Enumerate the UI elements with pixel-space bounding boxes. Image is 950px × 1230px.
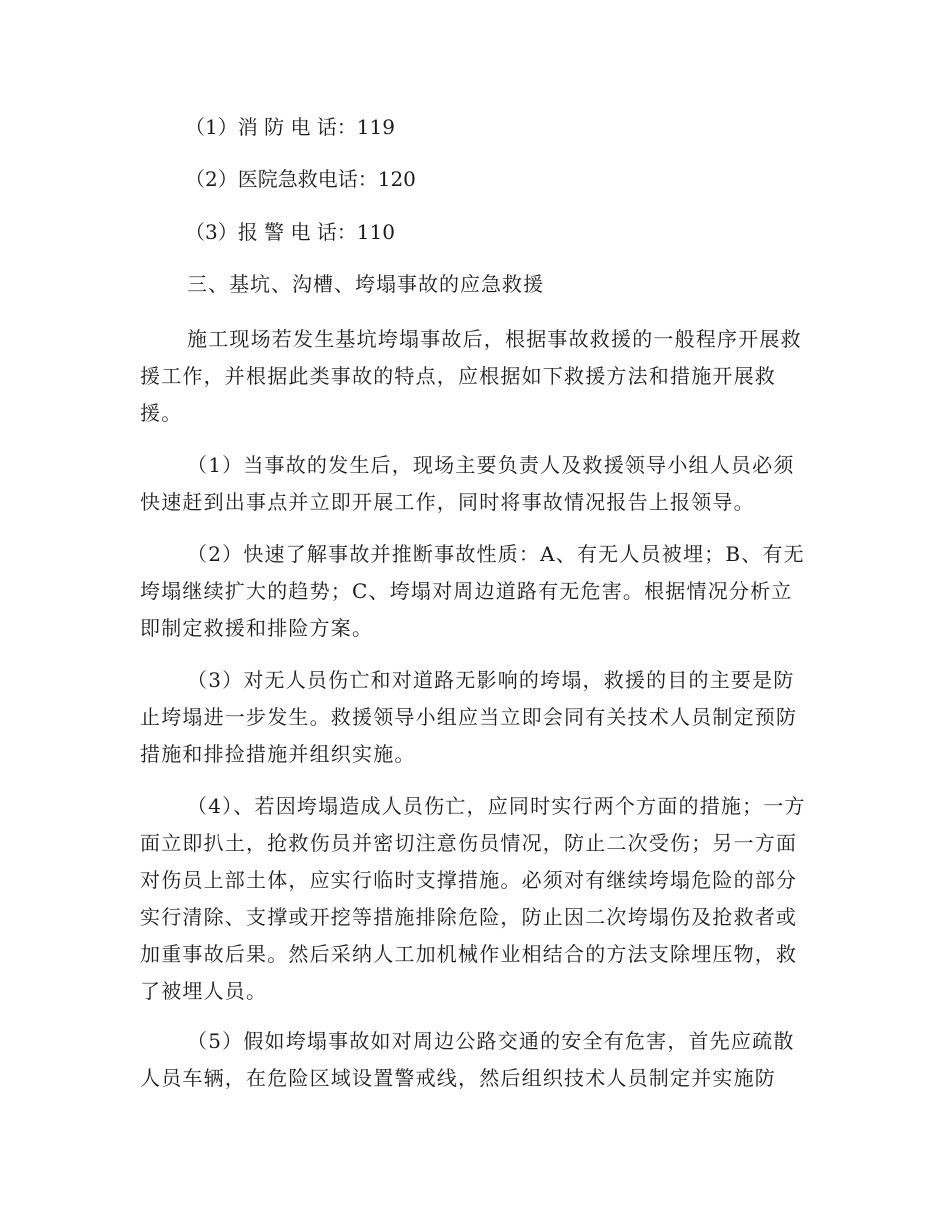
paragraph-item-5: （5）假如垮塌事故如对周边公路交通的安全有危害，首先应疏散人员车辆，在危险区域设置警戒线，然后组织技术人员制定并实施防 bbox=[140, 1029, 795, 1090]
paragraph-item-3: （3）对无人员伤亡和对道路无影响的垮塌，救援的目的主要是防止垮塌进一步发生。救援领导小组应当立即会同有关技术人员制定预防措施和排捡措施并组织实施。 bbox=[140, 668, 798, 766]
contact-police: （3）报 警 电 话：110 bbox=[185, 220, 395, 244]
paragraph-item-4: （4）、若因垮塌造成人员伤亡，应同时实行两个方面的措施；一方面立即扒土，抢救伤员并密切注意伤员情况，防止二次受伤；另一方面对伤员上部土体，应实行临时支撑措施。必须对有继续垮塌危险的部分实行清除、支撑或开挖等措施排除危险，防止因二次垮塌伤及抢救者或加重事故后果。然后采纳人工加机械作业相结合的方法支除埋压物，救了被埋人员。 bbox=[140, 794, 806, 1003]
paragraph-intro: 施工现场若发生基坑垮塌事故后，根据事故救援的一般程序开展救援工作，并根据此类事故的特点，应根据如下救援方法和措施开展救援。 bbox=[140, 327, 802, 425]
contact-fire: （1）消 防 电 话：119 bbox=[185, 115, 395, 139]
section-heading: 三、基坑、沟槽、垮塌事故的应急救援 bbox=[187, 272, 544, 296]
contact-hospital: （2）医院急救电话：120 bbox=[185, 167, 416, 191]
paragraph-item-2: （2）快速了解事故并推断事故性质：A、有无人员被埋；B、有无垮塌继续扩大的趋势；C、垮塌对周边道路有无危害。根据情况分析立即制定救援和排险方案。 bbox=[140, 542, 805, 640]
paragraph-item-1: （1）当事故的发生后，现场主要负责人及救援领导小组人员必须快速赶到出事点并立即开展工作，同时将事故情况报告上报领导。 bbox=[140, 453, 795, 514]
